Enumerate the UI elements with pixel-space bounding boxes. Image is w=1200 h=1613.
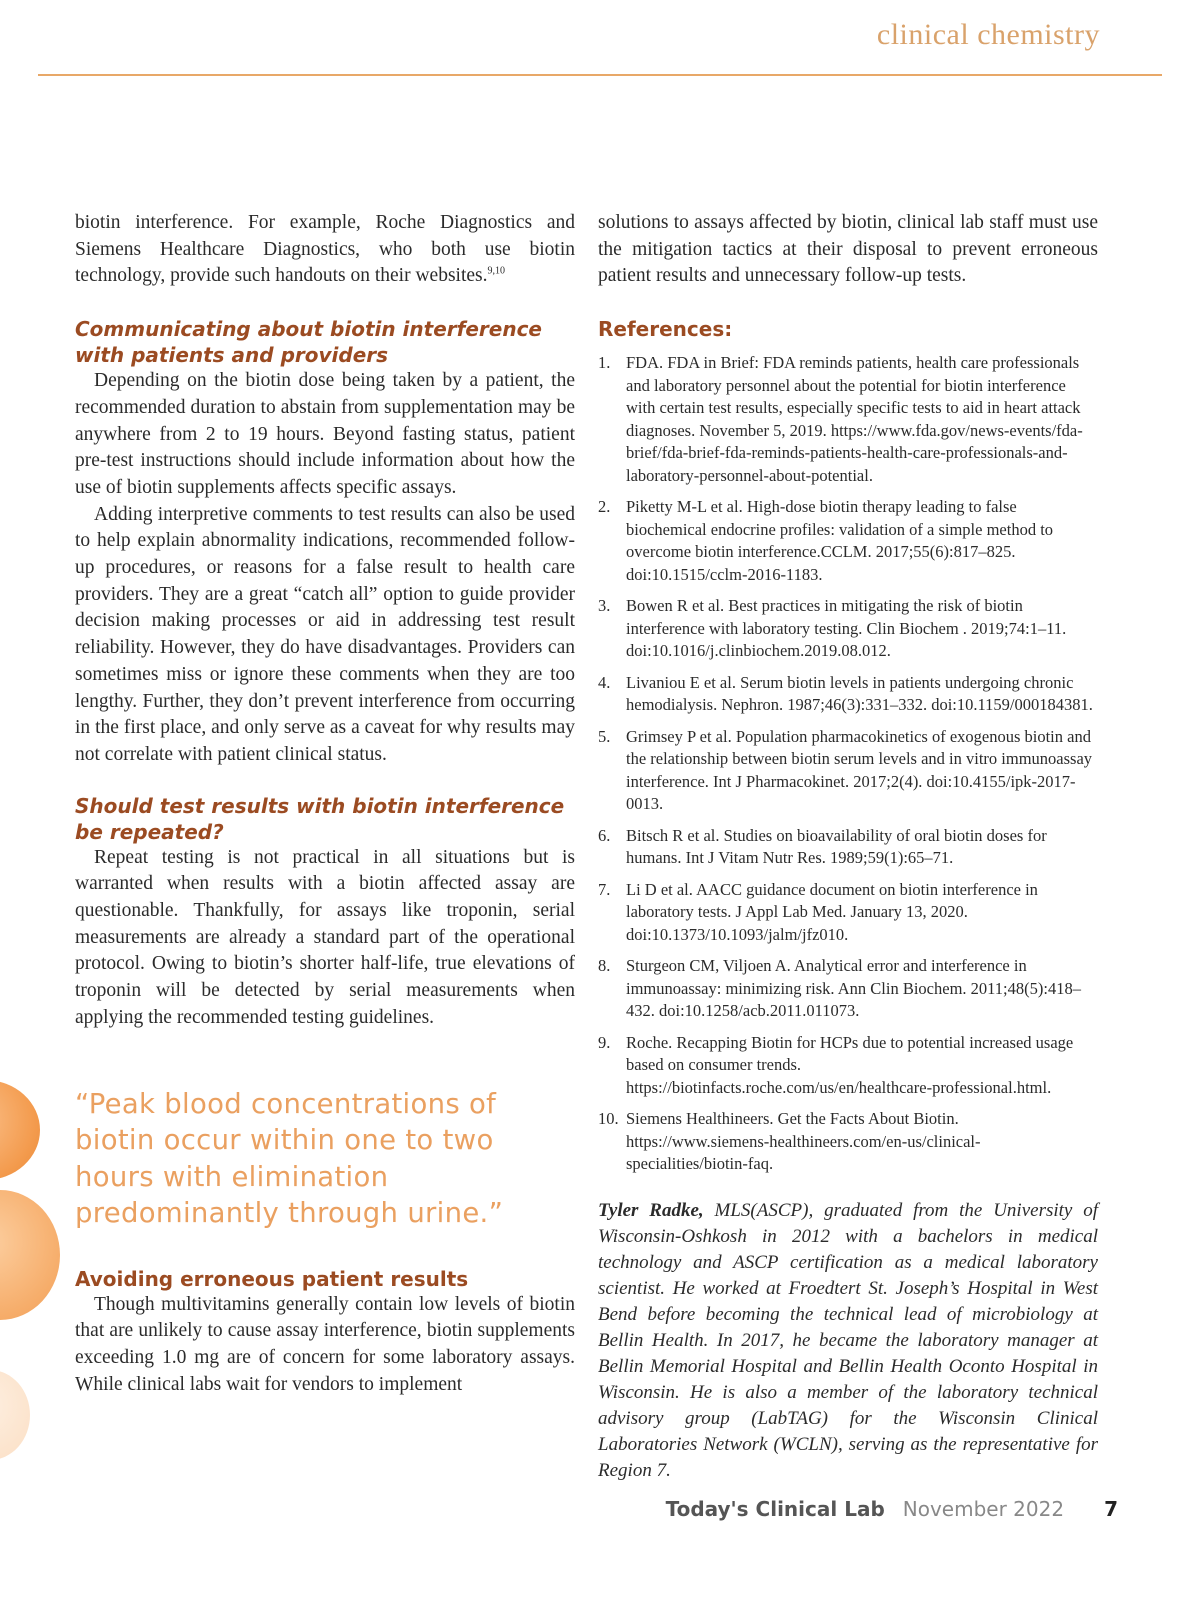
reference-number: 5. [598, 726, 611, 746]
section-title: clinical chemistry [876, 18, 1100, 51]
reference-item [598, 955, 1098, 1023]
reference-text: Piketty M-L et al. High-dose biotin therapy leading to false biochemical endocrine profiles: validation of a simple method to overcome biotin interference.CCLM. 2017;55(6):817–825. doi:10.1515/cclm-2016-1183. [626, 497, 1054, 584]
paragraph: Adding interpretive comments to test results can also be used to help explain abnormality indications, recommended follow-up procedures, or reasons for a false result to health care providers. They are a great “catch all” option to guide provider decision making processes or aid in addressing test result reliability. However, they do have disadvantages. Providers can sometimes miss or ignore these comments when they are too lengthy. Further, they don’t prevent interference from occurring in the first place, and only serve as a caveat for why results may not correlate with patient clinical status. [75, 503, 575, 765]
author-bio-text: MLS(ASCP), graduated from the University of Wisconsin-Oshkosh in 2012 with a bachelors in medical technology and ASCP certification as a medical laboratory scientist. He worked at Froedtert St. Joseph’s Hospital in West Bend before becoming the technical lead of microbiology at Bellin Health. In 2017, he became the laboratory manager at Bellin Memorial Hospital and Bellin Health Oconto Hospital in Wisconsin. He is also a member of the laboratory technical advisory group (LabTAG) for the Wisconsin Clinical Laboratories Network (WCLN), serving as the representative for Region 7. [598, 1199, 1098, 1481]
reference-text: Roche. Recapping Biotin for HCPs due to potential increased usage based on consumer trends. https://biotinfacts.roche.com/us/en/healthcare-professional.html. [626, 1032, 1074, 1097]
header-divider [38, 74, 1162, 76]
magazine-name: Today's Clinical Lab [665, 1497, 885, 1521]
pill-image [0, 1190, 60, 1320]
author-name: Tyler Radke, [598, 1199, 704, 1221]
reference-text: Li D et al. AACC guidance document on biotin interference in laboratory tests. J Appl Lab Med. January 13, 2020. doi:10.1373/10.1093/jalm/jfz010. [626, 879, 1038, 944]
subheading-communicating: Communicating about biotin interference with patients and providers [75, 317, 542, 368]
reference-number: 4. [598, 672, 611, 692]
pill-image [0, 1370, 30, 1460]
intro-paragraph: solutions to assays affected by biotin, clinical lab staff must use the mitigation tactics at their disposal to prevent erroneous patient results and unnecessary follow-up tests. [598, 212, 1098, 287]
pull-quote: “Peak blood concentrations of biotin occur within one to two hours with elimination predominantly through urine.” [75, 1087, 504, 1230]
subheading-repeated: Should test results with biotin interference be repeated? [75, 793, 565, 844]
reference-item [598, 879, 1098, 947]
citation-superscript: 9,10 [487, 265, 505, 277]
reference-number: 6. [598, 825, 611, 845]
reference-item [598, 726, 1098, 816]
reference-number: 7. [598, 879, 611, 899]
paragraph: Depending on the biotin dose being taken by a patient, the recommended duration to abstain from supplementation may be anywhere from 2 to 19 hours. Beyond fasting status, patient pre-test instructions should include information about how the use of biotin supplements affects specific assays. [75, 370, 575, 498]
references-list [598, 352, 1098, 1176]
reference-number: 3. [598, 596, 611, 616]
reference-number: 10. [598, 1109, 619, 1129]
paragraph: Though multivitamins generally contain low levels of biotin that are unlikely to cause assay interference, biotin supplements exceeding 1.0 mg are of concern for some laboratory assays. While clinical labs wait for vendors to implement [75, 1293, 575, 1395]
right-column [598, 210, 1098, 1484]
intro-text: biotin interference. For example, Roche Diagnostics and Siemens Healthcare Diagnostics, who both use biotin technology, provide such handouts on their websites. [75, 212, 575, 287]
pill-image [0, 1080, 40, 1180]
left-column [75, 210, 575, 1398]
reference-text: Bowen R et al. Best practices in mitigating the risk of biotin interference with laboratory testing. Clin Biochem . 2019;74:1–11. doi:10.1016/j.clinbiochem.2019.08.012. [626, 596, 1067, 661]
author-bio [598, 1198, 1098, 1484]
section-heading-avoiding: Avoiding erroneous patient results [75, 1266, 469, 1291]
reference-number: 2. [598, 497, 611, 517]
reference-item [598, 1108, 1098, 1176]
reference-item [598, 352, 1098, 487]
reference-item [598, 595, 1098, 663]
paragraph: Repeat testing is not practical in all situations but is warranted when results with a biotin affected assay are questionable. Thankfully, for assays like troponin, serial measurements are already a standard part of the operational protocol. Owing to biotin’s shorter half-life, true elevations of troponin will be detected by serial measurements when applying the recommended testing guidelines. [75, 846, 575, 1028]
intro-paragraph [75, 210, 575, 290]
reference-number: 9. [598, 1032, 611, 1052]
reference-text: Sturgeon CM, Viljoen A. Analytical error and interference in immunoassay: minimizing risk. Ann Clin Biochem. 2011;48(5):418–432. doi:10.1258/acb.2011.011073. [626, 956, 1081, 1021]
issue-date: November 2022 [902, 1497, 1065, 1521]
reference-text: Grimsey P et al. Population pharmacokinetics of exogenous biotin and the relationship between biotin serum levels and in vitro immunoassay interference. Int J Pharmacokinet. 2017;2(4). doi:10.4155/ipk-2017-0013. [626, 726, 1093, 814]
reference-item [598, 825, 1098, 870]
reference-number: 8. [598, 956, 611, 976]
page-footer [666, 1497, 1118, 1521]
reference-text: FDA. FDA in Brief: FDA reminds patients, health care professionals and laboratory personnel about the potential for biotin interference with certain test results, especially specific tests to aid in heart attack diagnoses. November 5, 2019. https://www.fda.gov/news-events/fda-brief/fda-brief-fda-reminds-patients-health-care-professionals-and-laboratory-personnel-about-potential. [626, 353, 1083, 485]
reference-number: 1. [598, 353, 611, 373]
reference-item [598, 672, 1098, 717]
reference-text: Siemens Healthineers. Get the Facts About Biotin. https://www.siemens-healthineers.com/en-us/clinical-specialities/biotin-faq. [626, 1109, 981, 1174]
references-heading: References: [598, 317, 733, 342]
reference-text: Bitsch R et al. Studies on bioavailability of oral biotin doses for humans. Int J Vitam Nutr Res. 1989;59(1):65–71. [626, 825, 1047, 868]
reference-item [598, 1032, 1098, 1100]
reference-text: Livaniou E et al. Serum biotin levels in patients undergoing chronic hemodialysis. Nephron. 1987;46(3):331–332. doi:10.1159/000184381. [626, 672, 1093, 715]
reference-item [598, 496, 1098, 586]
page-number: 7 [1104, 1497, 1118, 1521]
